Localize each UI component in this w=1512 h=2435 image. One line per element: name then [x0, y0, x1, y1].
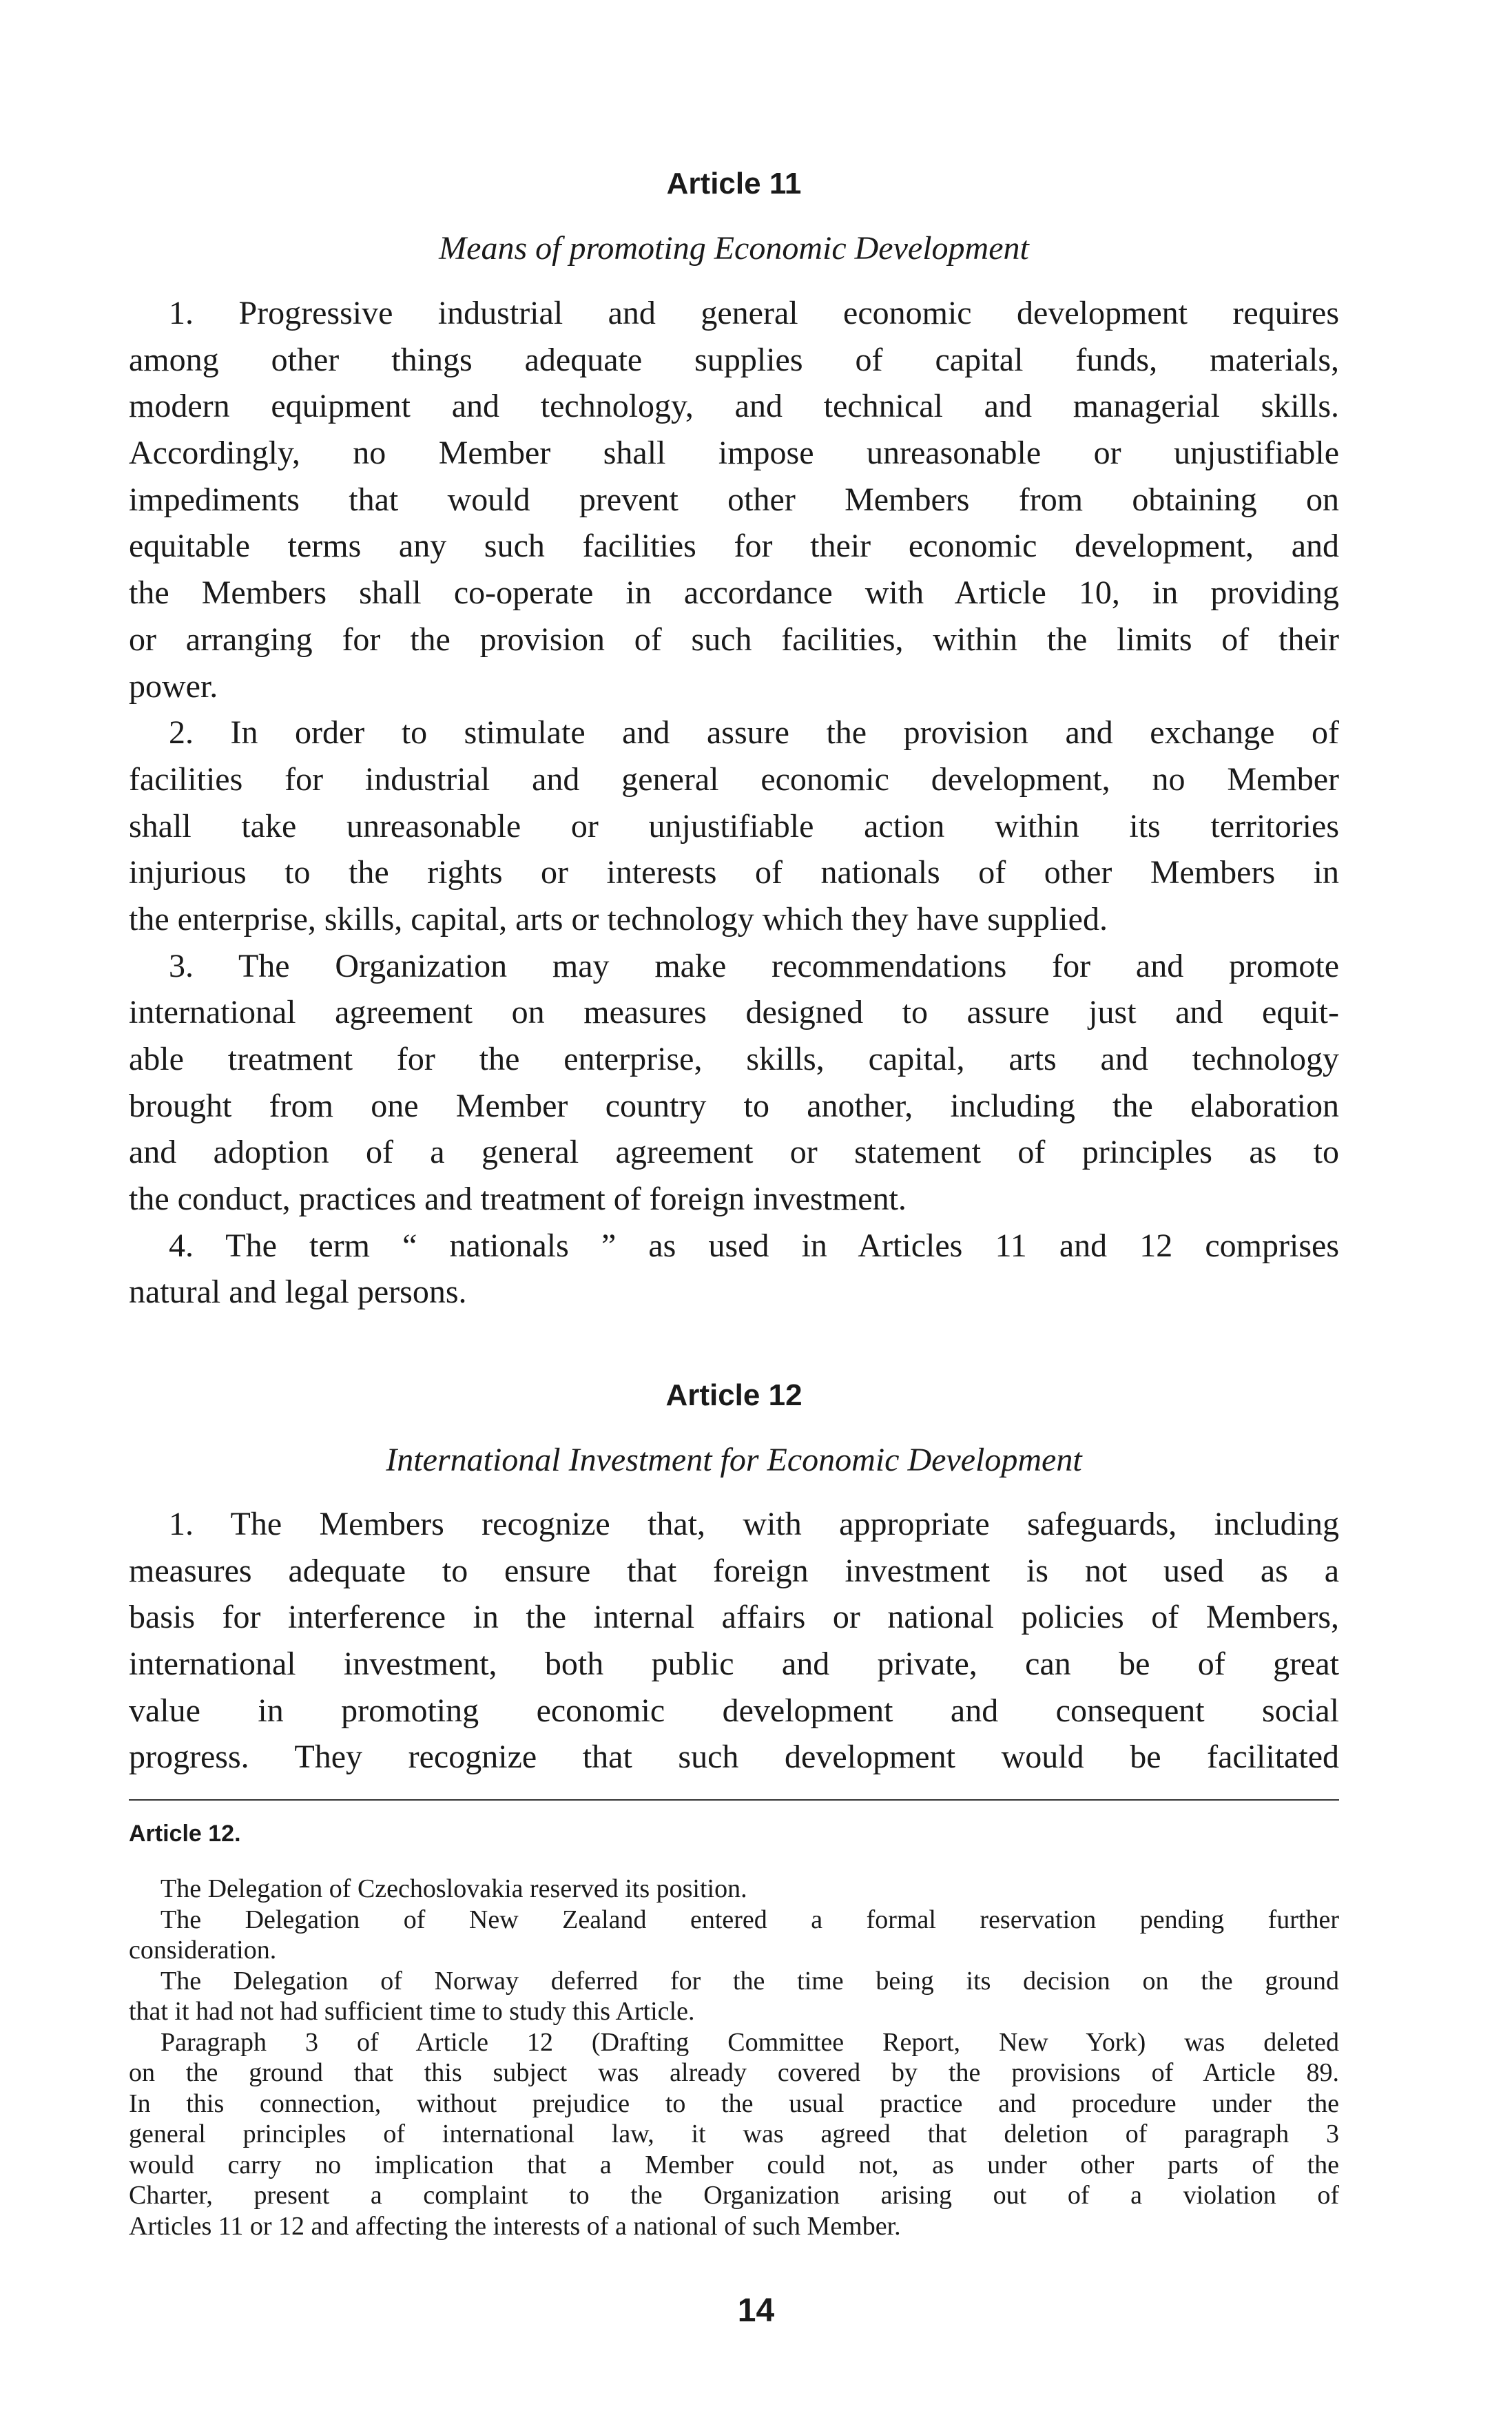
article-11-subtitle: Means of promoting Economic Development — [439, 230, 1029, 267]
article-12-subtitle: International Investment for Economic Development — [386, 1442, 1082, 1478]
text-line: the conduct, practices and treatment of foreign investment. — [129, 1181, 907, 1218]
text-line: among other things adequate supplies of capital funds, materials, — [129, 341, 1339, 378]
text-line: general principles of international law, it was agreed that deletion of paragraph 3 — [129, 2120, 1339, 2148]
text-line: facilities for industrial and general economic development, no Member — [129, 760, 1339, 798]
text-line: Articles 11 or 12 and affecting the interests of a national of such Member. — [129, 2211, 901, 2241]
text-line: power. — [129, 667, 218, 705]
paragraph — [129, 1966, 1339, 2027]
text-line: Paragraph 3 of Article 12 (Drafting Committee Report, New York) was deleted — [160, 2027, 1339, 2057]
text-line: Accordingly, no Member shall impose unreasonable or unjustifiable — [129, 435, 1339, 472]
article-12-heading: Article 12 — [665, 1378, 802, 1412]
text-line: impediments that would prevent other Members from obtaining on — [129, 481, 1339, 518]
text-line: equitable terms any such facilities for their economic development, and — [129, 528, 1339, 565]
text-line: international investment, both public and private, can be of great — [129, 1646, 1339, 1683]
text-line: on the ground that this subject was already covered by the provisions of Article 89. — [129, 2058, 1339, 2087]
article-12-body — [129, 1501, 1339, 1781]
text-line: value in promoting economic development and consequent social — [129, 1692, 1339, 1729]
text-line: measures adequate to ensure that foreign investment is not used as a — [129, 1552, 1339, 1589]
article-11-heading: Article 11 — [666, 167, 802, 200]
text-line: modern equipment and technology, and technical and managerial skills. — [129, 388, 1339, 425]
paragraph — [129, 1223, 1339, 1316]
text-line: progress. They recognize that such development would be facilitated — [129, 1739, 1339, 1776]
text-line: The Delegation of Czechoslovakia reserved its position. — [160, 1874, 747, 1903]
text-line: international agreement on measures designed to assure just and equit- — [129, 994, 1339, 1031]
text-line: brought from one Member country to another, including the elaboration — [129, 1087, 1339, 1124]
paragraph — [129, 943, 1339, 1223]
paragraph — [129, 2027, 1339, 2242]
text-line: 4. The term “ nationals ” as used in Articles 11 and 12 comprises — [169, 1227, 1339, 1264]
text-line: would carry no implication that a Member could not, as under other parts of the — [129, 2150, 1339, 2179]
text-line: In this connection, without prejudice to the usual practice and procedure under the — [129, 2089, 1339, 2118]
text-line: shall take unreasonable or unjustifiable action within its territories — [129, 807, 1339, 845]
footnote-heading: Article 12. — [129, 1821, 241, 1847]
text-line: and adoption of a general agreement or statement of principles as to — [129, 1134, 1339, 1171]
text-line: 1. The Members recognize that, with appropriate safeguards, including — [169, 1506, 1339, 1542]
text-line: 2. In order to stimulate and assure the provision and exchange of — [169, 714, 1339, 752]
paragraph — [129, 1501, 1339, 1781]
paragraph — [129, 1905, 1339, 1966]
paragraph — [129, 709, 1339, 942]
text-line: the enterprise, skills, capital, arts or technology which they have supplied. — [129, 900, 1108, 937]
text-line: that it had not had sufficient time to study this Article. — [129, 1997, 695, 2026]
text-line: natural and legal persons. — [129, 1274, 467, 1311]
article-11-body — [129, 290, 1339, 1316]
footnotes-body — [129, 1874, 1339, 2241]
text-line: 3. The Organization may make recommendations for and promote — [169, 947, 1339, 984]
footnote-divider — [129, 1799, 1339, 1801]
text-line: able treatment for the enterprise, skills, capital, arts and technology — [129, 1041, 1339, 1077]
text-line: Charter, present a complaint to the Organization arising out of a violation of — [129, 2181, 1339, 2210]
text-line: injurious to the rights or interests of nationals of other Members in — [129, 854, 1339, 891]
text-line: basis for interference in the internal affairs or national policies of Members, — [129, 1599, 1339, 1636]
text-line: The Delegation of Norway deferred for the time being its decision on the ground — [160, 1966, 1339, 1996]
text-line: The Delegation of New Zealand entered a formal reservation pending further — [160, 1905, 1339, 1934]
paragraph — [129, 1874, 1339, 1905]
paragraph — [129, 290, 1339, 709]
text-line: or arranging for the provision of such facilities, within the limits of their — [129, 621, 1339, 658]
text-line: the Members shall co-operate in accordance with Article 10, in providing — [129, 574, 1339, 612]
text-line: consideration. — [129, 1936, 277, 1965]
page-number: 14 — [737, 2292, 775, 2329]
text-line: 1. Progressive industrial and general economic development requires — [169, 295, 1339, 331]
